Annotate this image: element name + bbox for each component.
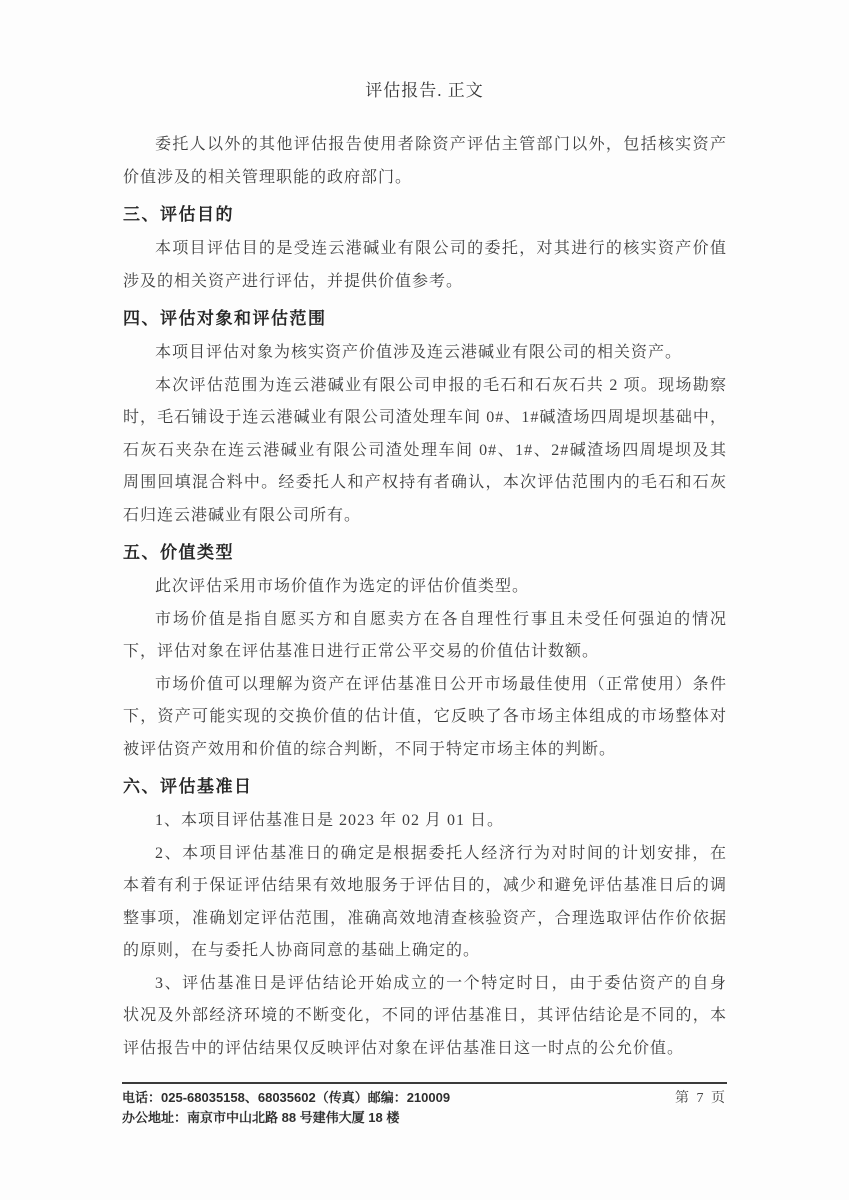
text-line: 本项目评估目的是受连云港碱业有限公司的委托，对其进行的核实资产价值 [155, 240, 727, 257]
text-line: 下，评估对象在评估基准日进行正常公平交易的价值估计数额。 [123, 643, 600, 660]
text-line: 被评估资产效用和价值的综合判断，不同于特定市场主体的判断。 [123, 740, 617, 758]
paragraph [123, 337, 727, 370]
text-line: 1、本项目评估基准日是 2023 年 02 月 01 日。 [155, 812, 505, 829]
paragraph [123, 669, 727, 767]
section-heading: 五、价值类型 [123, 543, 234, 562]
text-line: 时，毛石铺设于连云港碱业有限公司渣处理车间 0#、1#碱渣场四周堤坝基础中， [123, 409, 727, 426]
text-line: 3、评估基准日是评估结论开始成立的一个特定时日，由于委估资产的自身 [155, 974, 727, 992]
paragraph [123, 968, 727, 1066]
text-line: 周围回填混合料中。经委托人和产权持有者确认，本次评估范围内的毛石和石灰 [123, 474, 727, 491]
section-heading: 三、评估目的 [123, 205, 234, 224]
paragraph [123, 233, 727, 298]
paragraph [123, 604, 727, 669]
page-footer [122, 1082, 727, 1128]
text-line: 价值涉及的相关管理职能的政府部门。 [123, 168, 413, 186]
text-line: 涉及的相关资产进行评估，并提供价值参考。 [123, 272, 464, 290]
page-number: 第 7 页 [675, 1091, 727, 1106]
text-line: 此次评估采用市场价值作为选定的评估价值类型。 [155, 578, 530, 595]
text-line: 本项目评估对象为核实资产价值涉及连云港碱业有限公司的相关资产。 [155, 344, 683, 361]
paragraph [123, 838, 727, 968]
paragraph [123, 129, 727, 194]
section-heading: 四、评估对象和评估范围 [123, 309, 327, 328]
text-line: 评估报告中的评估结果仅反映评估对象在评估基准日这一时点的公允价值。 [123, 1039, 685, 1057]
text-line: 市场价值可以理解为资产在评估基准日公开市场最佳使用（正常使用）条件 [155, 675, 727, 693]
footer-phone-line: 电话：025-68035158、68035602（传真）邮编：210009 [122, 1090, 451, 1105]
text-line: 石归连云港碱业有限公司所有。 [123, 506, 362, 524]
text-line: 下，资产可能实现的交换价值的估计值，它反映了各市场主体组成的市场整体对 [123, 708, 727, 725]
paragraph [123, 571, 727, 604]
text-line: 本着有利于保证评估结果有效地服务于评估目的，减少和避免评估基准日后的调 [123, 877, 727, 894]
text-line: 状况及外部经济环境的不断变化，不同的评估基准日，其评估结论是不同的，本 [123, 1007, 727, 1024]
text-line: 石灰石夹杂在连云港碱业有限公司渣处理车间 0#、1#、2#碱渣场四周堤坝及其 [123, 441, 727, 459]
section-heading: 六、评估基准日 [123, 777, 253, 796]
text-line: 整事项，准确划定评估范围，准确高效地清查核验资产，合理选取评估作价依据 [123, 909, 727, 927]
paragraph [123, 805, 727, 838]
document-title: 评估报告. 正文 [365, 81, 484, 100]
footer-address-line: 办公地址：南京市中山北路 88 号建伟大厦 18 楼 [122, 1110, 400, 1125]
footer-contact-block [122, 1088, 450, 1128]
text-line: 市场价值是指自愿买方和自愿卖方在各自理性行事且未受任何强迫的情况 [155, 610, 727, 628]
document-body [123, 129, 727, 1065]
paragraph [123, 370, 727, 533]
text-line: 的原则，在与委托人协商同意的基础上确定的。 [123, 942, 481, 959]
text-line: 2、本项目评估基准日的确定是根据委托人经济行为对时间的计划安排，在 [155, 844, 727, 862]
text-line: 本次评估范围为连云港碱业有限公司申报的毛石和石灰石共 2 项。现场勘察 [155, 376, 727, 394]
text-line: 委托人以外的其他评估报告使用者除资产评估主管部门以外，包括核实资产 [155, 136, 727, 153]
